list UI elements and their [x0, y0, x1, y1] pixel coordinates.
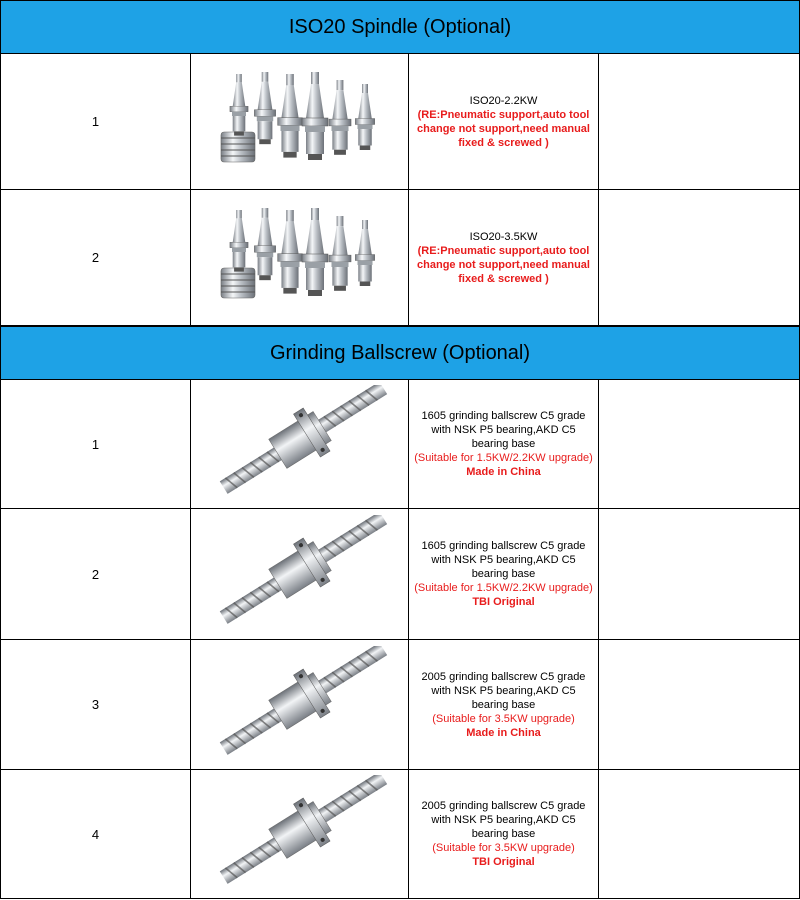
row-number: 2 — [1, 509, 191, 639]
empty-cell — [599, 54, 799, 189]
ballscrew-description — [409, 509, 599, 639]
table-row — [0, 640, 800, 770]
spindle-tool-holders-icon — [191, 54, 409, 189]
ballscrew-suitable: (Suitable for 3.5KW upgrade) — [432, 712, 575, 725]
table-row — [0, 190, 800, 326]
table-row — [0, 770, 800, 899]
empty-cell — [599, 190, 799, 325]
ballscrew-icon — [191, 509, 409, 639]
spindle-note: (RE:Pneumatic support,auto tool change not support,need manual fixed & screwed ) — [417, 108, 590, 149]
table-row — [0, 380, 800, 509]
empty-cell — [599, 509, 799, 639]
row-number: 2 — [1, 190, 191, 325]
section-header-spindle — [0, 0, 800, 54]
table-row — [0, 54, 800, 190]
ballscrew-description — [409, 640, 599, 769]
row-number: 1 — [1, 54, 191, 189]
ballscrew-spec: 1605 grinding ballscrew C5 grade with NSK P5 bearing,AKD C5 bearing base — [421, 410, 586, 450]
ballscrew-suitable: (Suitable for 1.5KW/2.2KW upgrade) — [414, 582, 593, 594]
ballscrew-spec: 2005 grinding ballscrew C5 grade with NSK P5 bearing,AKD C5 bearing base — [421, 670, 586, 711]
spindle-description — [409, 190, 599, 325]
ballscrew-origin: Made in China — [466, 466, 541, 478]
ballscrew-suitable: (Suitable for 3.5KW upgrade) — [432, 842, 575, 854]
spindle-model: ISO20-2.2KW — [469, 94, 538, 107]
row-number: 3 — [1, 640, 191, 769]
row-number: 4 — [1, 770, 191, 898]
ballscrew-origin: TBI Original — [472, 856, 535, 868]
spindle-model: ISO20-3.5KW — [469, 230, 538, 243]
ballscrew-spec: 2005 grinding ballscrew C5 grade with NSK P5 bearing,AKD C5 bearing base — [421, 800, 586, 840]
section-title: Grinding Ballscrew (Optional) — [269, 341, 531, 364]
ballscrew-description — [409, 770, 599, 898]
spindle-note: (RE:Pneumatic support,auto tool change not support,need manual fixed & screwed ) — [417, 244, 590, 285]
section-header-ballscrew — [0, 326, 800, 380]
empty-cell — [599, 640, 799, 769]
empty-cell — [599, 770, 799, 898]
ballscrew-icon — [191, 380, 409, 508]
table-row — [0, 509, 800, 640]
spindle-description — [409, 54, 599, 189]
section-title: ISO20 Spindle (Optional) — [288, 15, 512, 38]
empty-cell — [599, 380, 799, 508]
ballscrew-icon — [191, 770, 409, 898]
row-number: 1 — [1, 380, 191, 508]
spindle-tool-holders-icon — [191, 190, 409, 325]
ballscrew-suitable: (Suitable for 1.5KW/2.2KW upgrade) — [414, 452, 593, 464]
ballscrew-icon — [191, 640, 409, 769]
ballscrew-description — [409, 380, 599, 508]
ballscrew-spec: 1605 grinding ballscrew C5 grade with NSK P5 bearing,AKD C5 bearing base — [421, 540, 586, 580]
ballscrew-origin: TBI Original — [472, 596, 535, 608]
ballscrew-origin: Made in China — [466, 726, 541, 739]
